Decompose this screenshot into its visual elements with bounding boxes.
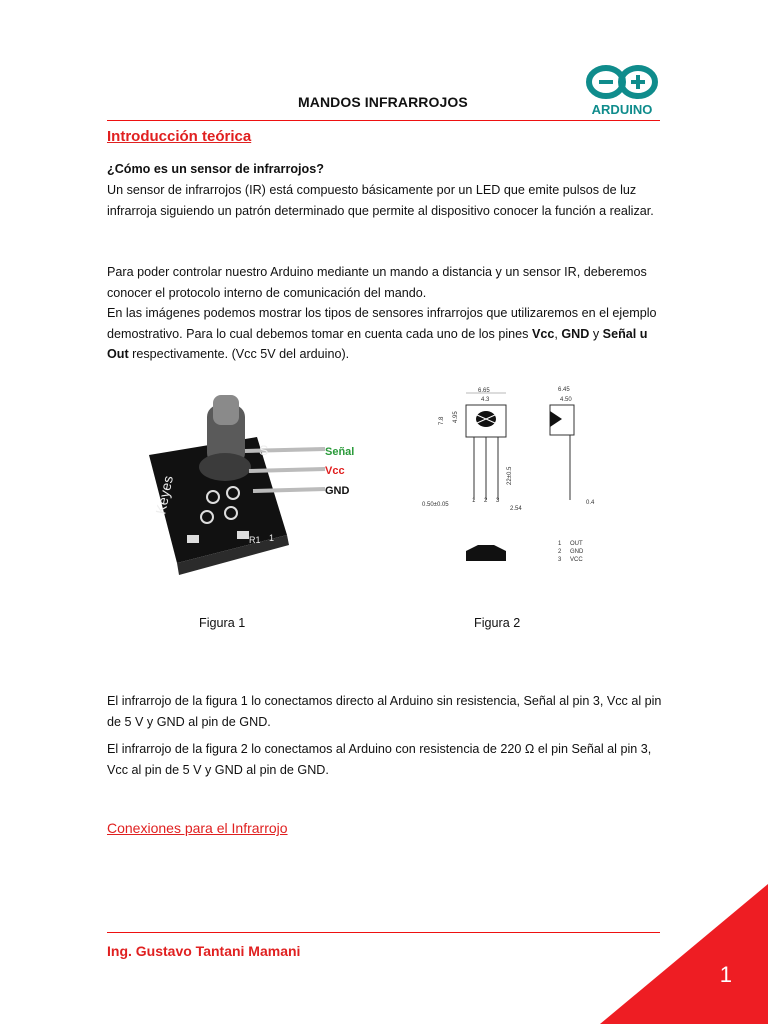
silk-1: 1 bbox=[269, 533, 275, 543]
document-title: MANDOS INFRARROJOS bbox=[298, 94, 468, 110]
arduino-logo-icon bbox=[582, 62, 662, 120]
dim-d8: 6.45 bbox=[558, 387, 570, 393]
connections-heading: Conexiones para el Infrarrojo bbox=[107, 820, 288, 836]
dim-d6: 0.50±0.05 bbox=[422, 502, 449, 508]
board-label: Keyes bbox=[152, 474, 177, 516]
figure-2-caption: Figura 2 bbox=[474, 616, 521, 630]
paragraph-3 bbox=[107, 303, 667, 365]
legend-num-2: 2 bbox=[558, 549, 562, 555]
p3-gnd: GND bbox=[561, 326, 590, 341]
silk-r1: R1 bbox=[249, 535, 261, 545]
figure-2 bbox=[410, 385, 630, 575]
dim-d5: 22±0.5 bbox=[507, 466, 513, 485]
page-number: 1 bbox=[719, 962, 732, 987]
corner-triangle bbox=[600, 884, 768, 1024]
pin-label-senal: Señal bbox=[325, 446, 355, 458]
dim-d3: 7.8 bbox=[439, 416, 445, 425]
dim-d9: 4.50 bbox=[560, 397, 572, 403]
p3-senal: Señal u Out bbox=[107, 326, 648, 361]
ir-module-photo bbox=[137, 385, 367, 595]
dim-d2: 4.3 bbox=[481, 397, 490, 403]
header-rule bbox=[107, 120, 660, 121]
legend-num-3: 3 bbox=[558, 557, 562, 563]
paragraph-5: El infrarrojo de la figura 2 lo conectamos al Arduino con resistencia de 220 Ω el pin Señal al pin 3, Vcc al pin de 5 V y GND al pin de GND. bbox=[107, 742, 652, 777]
paragraph-2: Para poder controlar nuestro Arduino mediante un mando a distancia y un sensor IR, deberemos conocer el protocolo interno de comunicación del mando. bbox=[107, 265, 647, 300]
legend-num-1: 1 bbox=[558, 541, 562, 547]
silk-s: S bbox=[259, 442, 269, 458]
p3-vcc: Vcc bbox=[531, 326, 555, 341]
legend-vcc: VCC bbox=[570, 557, 583, 563]
dim-d1: 6.65 bbox=[478, 388, 490, 394]
p3-sep1: , bbox=[554, 326, 562, 341]
author-name: Ing. Gustavo Tantani Mamani bbox=[107, 943, 301, 959]
pin-label-gnd: GND bbox=[325, 485, 350, 497]
figure-1 bbox=[137, 385, 367, 595]
arduino-logo bbox=[582, 62, 662, 120]
pin-num-1: 1 bbox=[472, 498, 476, 504]
p3-text-a: En las imágenes podemos mostrar los tipos de sensores infrarrojos que utilizaremos en el ejemplo demostrativo. Para lo cual debemos tomar en cuenta cada uno de los pines bbox=[107, 306, 657, 341]
pin-label-vcc: Vcc bbox=[325, 465, 345, 477]
pin-num-2: 2 bbox=[484, 498, 488, 504]
legend-gnd: GND bbox=[570, 549, 584, 555]
ir-receiver-drawing bbox=[410, 385, 630, 575]
p3-sep2: y bbox=[589, 326, 603, 341]
dim-d7: 2.54 bbox=[510, 506, 522, 512]
paragraph-1: Un sensor de infrarrojos (IR) está compuesto básicamente por un LED que emite pulsos de luz infrarroja siguiendo un patrón determinado que permite al dispositivo conocer la función a realizar. bbox=[107, 183, 654, 218]
logo-text: ARDUINO bbox=[591, 102, 653, 117]
footer-rule bbox=[107, 932, 660, 933]
pin-num-3: 3 bbox=[496, 498, 500, 504]
p3-text-b: respectivamente. (Vcc 5V del arduino). bbox=[128, 347, 350, 361]
dim-d4: 4.95 bbox=[453, 411, 459, 423]
figure-1-caption: Figura 1 bbox=[199, 616, 246, 630]
dim-d10: 0.4 bbox=[586, 500, 595, 506]
intro-heading: Introducción teórica bbox=[107, 128, 252, 145]
paragraph-4: El infrarrojo de la figura 1 lo conectamos directo al Arduino sin resistencia, Señal al pin 3, Vcc al pin de 5 V y GND al pin de GND. bbox=[107, 694, 662, 729]
question-heading: ¿Cómo es un sensor de infrarrojos? bbox=[107, 162, 324, 176]
legend-out: OUT bbox=[570, 541, 583, 547]
